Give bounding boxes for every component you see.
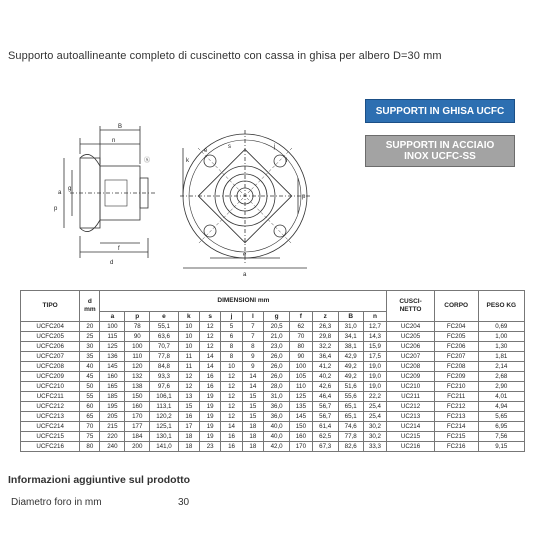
table-cell: 35: [80, 352, 100, 362]
table-cell: 120,2: [150, 412, 178, 422]
table-cell: 5,65: [478, 412, 524, 422]
table-cell: 19,0: [363, 362, 387, 372]
table-cell: FC209: [434, 372, 478, 382]
table-cell: UC209: [387, 372, 434, 382]
table-cell: FC207: [434, 352, 478, 362]
table-cell: FC212: [434, 402, 478, 412]
table-cell: FC214: [434, 422, 478, 432]
table-cell: 14: [200, 352, 221, 362]
table-row: [21, 422, 525, 432]
table-cell: 11: [178, 352, 199, 362]
table-cell: 25,4: [363, 412, 387, 422]
table-cell: 84,8: [150, 362, 178, 372]
page-title: Supporto autoallineante completo di cuscinetto con cassa in ghisa per albero D=30 mm: [8, 50, 442, 62]
table-cell: 240: [100, 442, 125, 452]
table-cell: 160: [125, 402, 150, 412]
table-cell: 61,4: [312, 422, 338, 432]
col-tipo: TIPO: [21, 291, 80, 322]
table-cell: 97,6: [150, 382, 178, 392]
table-cell: UC204: [387, 322, 434, 332]
table-cell: 19,0: [363, 382, 387, 392]
table-cell: 100: [290, 362, 313, 372]
table-cell: 93,3: [150, 372, 178, 382]
subcol: n: [363, 312, 387, 322]
table-cell: 65,1: [338, 412, 363, 422]
table-cell: UCFC215: [21, 432, 80, 442]
subcol: l: [242, 312, 263, 322]
table-cell: UC206: [387, 342, 434, 352]
subcol: s: [200, 312, 221, 322]
table-cell: 8: [242, 342, 263, 352]
col-peso: PESO KG: [478, 291, 524, 322]
table-cell: 77,8: [150, 352, 178, 362]
table-cell: 50: [80, 382, 100, 392]
col-dimensioni: DIMENSIONI mm: [100, 291, 387, 312]
table-cell: FC204: [434, 322, 478, 332]
table-cell: 106,1: [150, 392, 178, 402]
subcol: e: [150, 312, 178, 322]
table-cell: FC215: [434, 432, 478, 442]
col-d: [80, 291, 100, 322]
table-cell: 75: [80, 432, 100, 442]
table-cell: 70: [290, 332, 313, 342]
table-cell: 184: [125, 432, 150, 442]
table-cell: 26,0: [264, 362, 290, 372]
dim-label-a: a: [58, 190, 62, 196]
table-cell: 135: [290, 402, 313, 412]
table-cell: 15: [242, 402, 263, 412]
table-cell: 215: [100, 422, 125, 432]
table-cell: 90: [125, 332, 150, 342]
dim-label-e2: e: [243, 252, 247, 258]
table-cell: 31,0: [264, 392, 290, 402]
table-cell: 16: [178, 412, 199, 422]
table-cell: 12: [200, 342, 221, 352]
table-cell: 4,01: [478, 392, 524, 402]
table-cell: 5: [221, 322, 242, 332]
table-cell: 150: [125, 392, 150, 402]
table-cell: 170: [125, 412, 150, 422]
dim-label-b: B: [118, 124, 123, 130]
table-cell: 56,7: [312, 402, 338, 412]
table-cell: FC213: [434, 412, 478, 422]
table-cell: 141,0: [150, 442, 178, 452]
table-cell: FC206: [434, 342, 478, 352]
table-cell: UCFC211: [21, 392, 80, 402]
table-cell: 16: [200, 372, 221, 382]
table-cell: 12: [221, 402, 242, 412]
table-cell: 31,0: [338, 322, 363, 332]
table-cell: 65,1: [338, 402, 363, 412]
table-cell: 63,6: [150, 332, 178, 342]
table-cell: 18: [178, 442, 199, 452]
table-cell: 38,1: [338, 342, 363, 352]
table-row: [21, 432, 525, 442]
table-cell: 40,0: [264, 422, 290, 432]
table-cell: 145: [100, 362, 125, 372]
table-cell: 36,4: [312, 352, 338, 362]
table-cell: 11: [178, 362, 199, 372]
subcol: a: [100, 312, 125, 322]
table-cell: 15: [242, 392, 263, 402]
table-cell: UC215: [387, 432, 434, 442]
table-cell: 19: [200, 392, 221, 402]
dim-label-g: g: [68, 186, 72, 192]
dim-label-l: l: [286, 158, 288, 164]
table-cell: 12: [178, 382, 199, 392]
table-cell: 145: [290, 412, 313, 422]
table-cell: 62,5: [312, 432, 338, 442]
table-cell: 150: [290, 422, 313, 432]
table-cell: FC211: [434, 392, 478, 402]
table-cell: FC205: [434, 332, 478, 342]
table-cell: 4,94: [478, 402, 524, 412]
technical-drawing: [50, 118, 306, 278]
table-cell: UC208: [387, 362, 434, 372]
table-row: [21, 362, 525, 372]
table-row: [21, 412, 525, 422]
table-cell: 16: [200, 382, 221, 392]
dim-label-n: n: [112, 138, 116, 144]
table-cell: 42,9: [338, 352, 363, 362]
table-cell: 41,2: [312, 362, 338, 372]
subcol: p: [125, 312, 150, 322]
table-cell: 18: [242, 432, 263, 442]
table-cell: UC212: [387, 402, 434, 412]
table-cell: 23: [200, 442, 221, 452]
dim-label-p2: p: [302, 194, 306, 200]
table-cell: 9: [242, 362, 263, 372]
table-cell: UCFC207: [21, 352, 80, 362]
table-cell: UC216: [387, 442, 434, 452]
table-cell: 18: [178, 432, 199, 442]
table-cell: 65: [80, 412, 100, 422]
table-cell: 36,0: [264, 412, 290, 422]
table-cell: 17: [178, 422, 199, 432]
table-cell: 12: [221, 382, 242, 392]
table-cell: 7: [242, 332, 263, 342]
table-cell: UCFC208: [21, 362, 80, 372]
table-cell: 18: [242, 442, 263, 452]
table-cell: 60: [80, 402, 100, 412]
subcol: z: [312, 312, 338, 322]
table-cell: 30,2: [363, 422, 387, 432]
table-cell: UCFC216: [21, 442, 80, 452]
table-cell: 15,9: [363, 342, 387, 352]
dim-label-s2: s: [228, 144, 231, 150]
table-cell: 25,4: [363, 402, 387, 412]
table-cell: 1,00: [478, 332, 524, 342]
supporti-ghisa-button[interactable]: SUPPORTI IN GHISA UCFC: [365, 99, 515, 123]
table-cell: 45: [80, 372, 100, 382]
subcol: B: [338, 312, 363, 322]
table-cell: 26,0: [264, 372, 290, 382]
table-cell: UCFC204: [21, 322, 80, 332]
table-cell: 185: [100, 392, 125, 402]
table-cell: 14: [242, 382, 263, 392]
subcol: g: [264, 312, 290, 322]
table-cell: 16: [221, 442, 242, 452]
table-row: [21, 332, 525, 342]
table-cell: 14: [200, 362, 221, 372]
table-cell: 6: [221, 332, 242, 342]
table-cell: 12: [200, 322, 221, 332]
table-cell: 70: [80, 422, 100, 432]
table-cell: 120: [125, 362, 150, 372]
table-cell: 2,14: [478, 362, 524, 372]
table-body: [21, 322, 525, 452]
table-cell: 30: [80, 342, 100, 352]
table-cell: 34,1: [338, 332, 363, 342]
table-cell: 56,7: [312, 412, 338, 422]
table-cell: 14,3: [363, 332, 387, 342]
dim-label-d: d: [110, 260, 114, 266]
table-cell: 10: [178, 332, 199, 342]
table-cell: UCFC213: [21, 412, 80, 422]
table-cell: 14: [221, 422, 242, 432]
table-cell: 18: [242, 422, 263, 432]
table-cell: 12: [221, 372, 242, 382]
col-cuscinetto: CUSCI- NETTO: [387, 291, 434, 322]
table-cell: 105: [290, 372, 313, 382]
table-cell: 55: [80, 392, 100, 402]
dim-label-a2: a: [243, 272, 247, 278]
table-cell: 90: [290, 352, 313, 362]
table-cell: 125,1: [150, 422, 178, 432]
table-cell: UC205: [387, 332, 434, 342]
table-cell: 130,1: [150, 432, 178, 442]
side-view: [64, 126, 155, 258]
table-cell: 13: [178, 392, 199, 402]
dim-label-p: p: [54, 206, 58, 212]
table-cell: 220: [100, 432, 125, 442]
info-title: Informazioni aggiuntive sul prodotto: [8, 474, 190, 486]
front-view: [180, 130, 310, 268]
supporti-acciaio-label-1: SUPPORTI IN ACCIAIO: [385, 140, 495, 151]
table-cell: UCFC214: [21, 422, 80, 432]
table-cell: 49,2: [338, 372, 363, 382]
table-cell: 30,2: [363, 432, 387, 442]
table-cell: 160: [100, 372, 125, 382]
table-cell: 55,1: [150, 322, 178, 332]
table-cell: 1,81: [478, 352, 524, 362]
table-row: [21, 342, 525, 352]
table-cell: UC207: [387, 352, 434, 362]
table-cell: 32,2: [312, 342, 338, 352]
table-cell: 26,3: [312, 322, 338, 332]
dimensions-table: [20, 290, 525, 452]
table-cell: FC210: [434, 382, 478, 392]
table-cell: 125: [290, 392, 313, 402]
dim-label-k: k: [186, 158, 189, 164]
table-cell: 100: [100, 322, 125, 332]
table-cell: 42,6: [312, 382, 338, 392]
table-cell: 10: [178, 322, 199, 332]
table-cell: 46,4: [312, 392, 338, 402]
table-cell: 10: [221, 362, 242, 372]
table-cell: 49,2: [338, 362, 363, 372]
table-cell: 170: [290, 442, 313, 452]
table-cell: 110: [290, 382, 313, 392]
table-row: [21, 322, 525, 332]
table-cell: 29,8: [312, 332, 338, 342]
table-cell: UCFC210: [21, 382, 80, 392]
table-cell: 33,3: [363, 442, 387, 452]
info-value-diametro: 30: [178, 497, 190, 508]
supporti-acciaio-label-2: INOX UCFC-SS: [404, 151, 476, 162]
table-cell: 36,0: [264, 402, 290, 412]
table-cell: 110: [125, 352, 150, 362]
table-cell: 20,5: [264, 322, 290, 332]
table-cell: 12: [221, 392, 242, 402]
table-cell: 70,7: [150, 342, 178, 352]
table-cell: 16: [221, 432, 242, 442]
table-cell: 8: [221, 352, 242, 362]
table-cell: 62: [290, 322, 313, 332]
table-cell: UCFC205: [21, 332, 80, 342]
table-cell: 15: [178, 402, 199, 412]
table-cell: 100: [125, 342, 150, 352]
table-cell: 12: [221, 412, 242, 422]
table-cell: 22,2: [363, 392, 387, 402]
table-cell: 125: [100, 342, 125, 352]
table-cell: 9,15: [478, 442, 524, 452]
table-cell: 40: [80, 362, 100, 372]
table-cell: 40,2: [312, 372, 338, 382]
table-cell: 6,95: [478, 422, 524, 432]
table-cell: 177: [125, 422, 150, 432]
table-cell: 14: [242, 372, 263, 382]
table-row: [21, 392, 525, 402]
table-cell: 7,56: [478, 432, 524, 442]
table-cell: 19: [200, 412, 221, 422]
table-cell: 80: [80, 442, 100, 452]
table-cell: 19: [200, 432, 221, 442]
table-row: [21, 442, 525, 452]
table-cell: 12: [200, 332, 221, 342]
table-cell: 8: [221, 342, 242, 352]
table-cell: 82,6: [338, 442, 363, 452]
table-cell: 113,1: [150, 402, 178, 412]
table-cell: FC208: [434, 362, 478, 372]
table-cell: 67,3: [312, 442, 338, 452]
dim-label-f: f: [118, 246, 120, 252]
table-cell: 80: [290, 342, 313, 352]
table-cell: 78: [125, 322, 150, 332]
table-cell: 15: [242, 412, 263, 422]
table-cell: 9: [242, 352, 263, 362]
table-cell: 205: [100, 412, 125, 422]
table-cell: 136: [100, 352, 125, 362]
table-cell: UC210: [387, 382, 434, 392]
table-cell: 2,90: [478, 382, 524, 392]
table-cell: 17,5: [363, 352, 387, 362]
table-cell: 28,0: [264, 382, 290, 392]
table-cell: 200: [125, 442, 150, 452]
table-cell: 138: [125, 382, 150, 392]
table-row: [21, 382, 525, 392]
col-corpo: CORPO: [434, 291, 478, 322]
table-cell: 42,0: [264, 442, 290, 452]
table-cell: 77,8: [338, 432, 363, 442]
table-cell: UC211: [387, 392, 434, 402]
table-cell: 115: [100, 332, 125, 342]
table-cell: 2,68: [478, 372, 524, 382]
side-view-labels: [54, 124, 150, 266]
dim-label-j: j: [274, 144, 276, 150]
table-cell: 40,0: [264, 432, 290, 442]
table-cell: 7: [242, 322, 263, 332]
dim-label-e: e: [204, 148, 208, 154]
info-label-diametro: Diametro foro in mm: [11, 497, 102, 508]
table-cell: 23,0: [264, 342, 290, 352]
table-cell: 19,0: [363, 372, 387, 382]
dim-label-s: Ⓢ: [144, 158, 151, 164]
table-cell: UC213: [387, 412, 434, 422]
col-d-label: d: [87, 298, 92, 305]
table-row: [21, 372, 525, 382]
col-d-unit: mm: [84, 306, 96, 313]
table-cell: 51,6: [338, 382, 363, 392]
table-cell: 74,6: [338, 422, 363, 432]
table-row: [21, 402, 525, 412]
table-cell: FC216: [434, 442, 478, 452]
table-cell: 19: [200, 422, 221, 432]
table-cell: 12: [178, 372, 199, 382]
subcol: j: [221, 312, 242, 322]
table-cell: 20: [80, 322, 100, 332]
table-row: [21, 352, 525, 362]
table-cell: 132: [125, 372, 150, 382]
table-cell: 19: [200, 402, 221, 412]
table-cell: UCFC209: [21, 372, 80, 382]
table-cell: 12,7: [363, 322, 387, 332]
table-header-row: [21, 291, 525, 312]
table-cell: 10: [178, 342, 199, 352]
supporti-acciaio-button[interactable]: [365, 135, 515, 167]
table-cell: 1,30: [478, 342, 524, 352]
table-cell: 21,0: [264, 332, 290, 342]
table-cell: UC214: [387, 422, 434, 432]
subcol: f: [290, 312, 313, 322]
table-cell: UCFC212: [21, 402, 80, 412]
table-cell: 165: [100, 382, 125, 392]
table-cell: UCFC206: [21, 342, 80, 352]
table-cell: 26,0: [264, 352, 290, 362]
table-cell: 25: [80, 332, 100, 342]
table-cell: 0,69: [478, 322, 524, 332]
table-cell: 195: [100, 402, 125, 412]
table-cell: 160: [290, 432, 313, 442]
table-cell: 55,6: [338, 392, 363, 402]
subcol: k: [178, 312, 199, 322]
